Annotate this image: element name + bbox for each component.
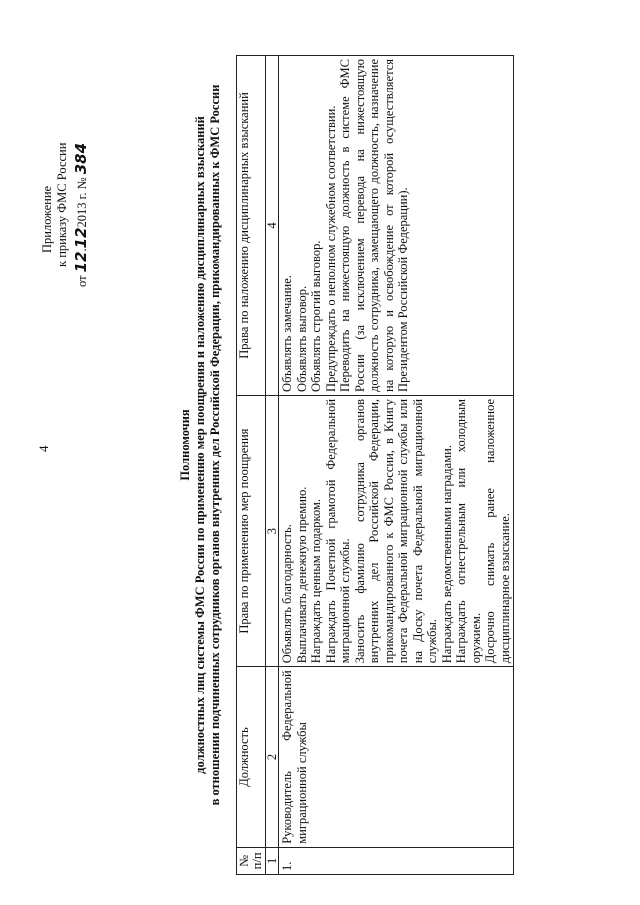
reward-item: Награждать ведомственными наградами. <box>439 445 454 664</box>
annex-block <box>40 57 90 287</box>
powers-table <box>236 55 514 875</box>
title-line-1: должностных лиц системы ФМС России по применению мер поощрения и наложению дисциплинарных взысканий <box>193 116 207 774</box>
annex-date-line: от 12.122013 г. № 384 <box>72 142 90 287</box>
header-rewards: Права по применению мер поощрения <box>237 395 266 666</box>
annex-order-ref: к приказу ФМС России <box>55 142 69 267</box>
column-number: 1 <box>266 847 279 874</box>
penalty-item: Переводить на нижестоящую должность в системе ФМС России (за исключением перевода на нижестоящую должность сотрудника, замещающего должность, назначение на которую и освобождение от которой осуществляется Президентом Российской Федерации). <box>338 59 410 392</box>
header-num: № п/п <box>237 847 266 874</box>
reward-item: Награждать огнестрельным или холодным оружием. <box>454 398 483 664</box>
reward-item: Досрочно снимать ранее наложенное дисциплинарное взыскание. <box>483 398 512 664</box>
reward-item: Награждать ценным подарком. <box>309 498 323 664</box>
column-number: 3 <box>266 395 279 666</box>
date-prefix: от <box>75 275 89 287</box>
row-number: 1. <box>279 847 514 874</box>
penalty-item: Объявлять выговор. <box>294 285 309 392</box>
row-rewards <box>279 395 514 666</box>
header-position: Должность <box>237 667 266 848</box>
column-number: 2 <box>266 667 279 848</box>
annex-title: Приложение <box>40 185 54 253</box>
reward-item: Объявлять благодарность. <box>280 524 294 664</box>
title-line-2: в отношении подчиненных сотрудников органов внутренних дел Российской Федерации, прикомандированных к ФМС России <box>208 84 222 806</box>
reward-item: Награждать Почетной грамотой Федеральной миграционной службы. <box>323 398 352 664</box>
row-position: Руководитель Федеральной миграционной службы <box>279 667 514 848</box>
penalty-item: Объявлять строгий выговор. <box>309 240 323 392</box>
penalty-item: Предупреждать о неполном служебном соответствии. <box>323 105 338 392</box>
penalty-item: Объявлять замечание. <box>280 275 294 392</box>
column-number-row <box>266 56 279 875</box>
title-heading: Полномочия <box>178 409 192 481</box>
table-header-row <box>237 56 266 875</box>
table-row <box>279 56 514 875</box>
header-penalties: Права по наложению дисциплинарных взысканий <box>237 56 266 396</box>
number-prefix: № <box>75 177 89 190</box>
date-day-handwritten: 12 <box>72 251 90 273</box>
date-year: 2013 г. <box>75 192 89 228</box>
order-number-handwritten: 384 <box>72 142 90 175</box>
column-number: 4 <box>266 56 279 396</box>
page-number: 4 <box>36 445 51 452</box>
row-penalties <box>279 56 514 396</box>
date-month-handwritten: 12 <box>72 227 90 249</box>
reward-item: Заносить фамилию сотрудника органов внутренних дел Российской Федерации, прикомандированного к ФМС России, в Книгу почета Федеральной миграционной службы или на Доску почета Федеральной миграционной службы. <box>352 398 439 664</box>
reward-item: Выплачивать денежную премию. <box>294 486 309 664</box>
document-title <box>178 55 223 835</box>
